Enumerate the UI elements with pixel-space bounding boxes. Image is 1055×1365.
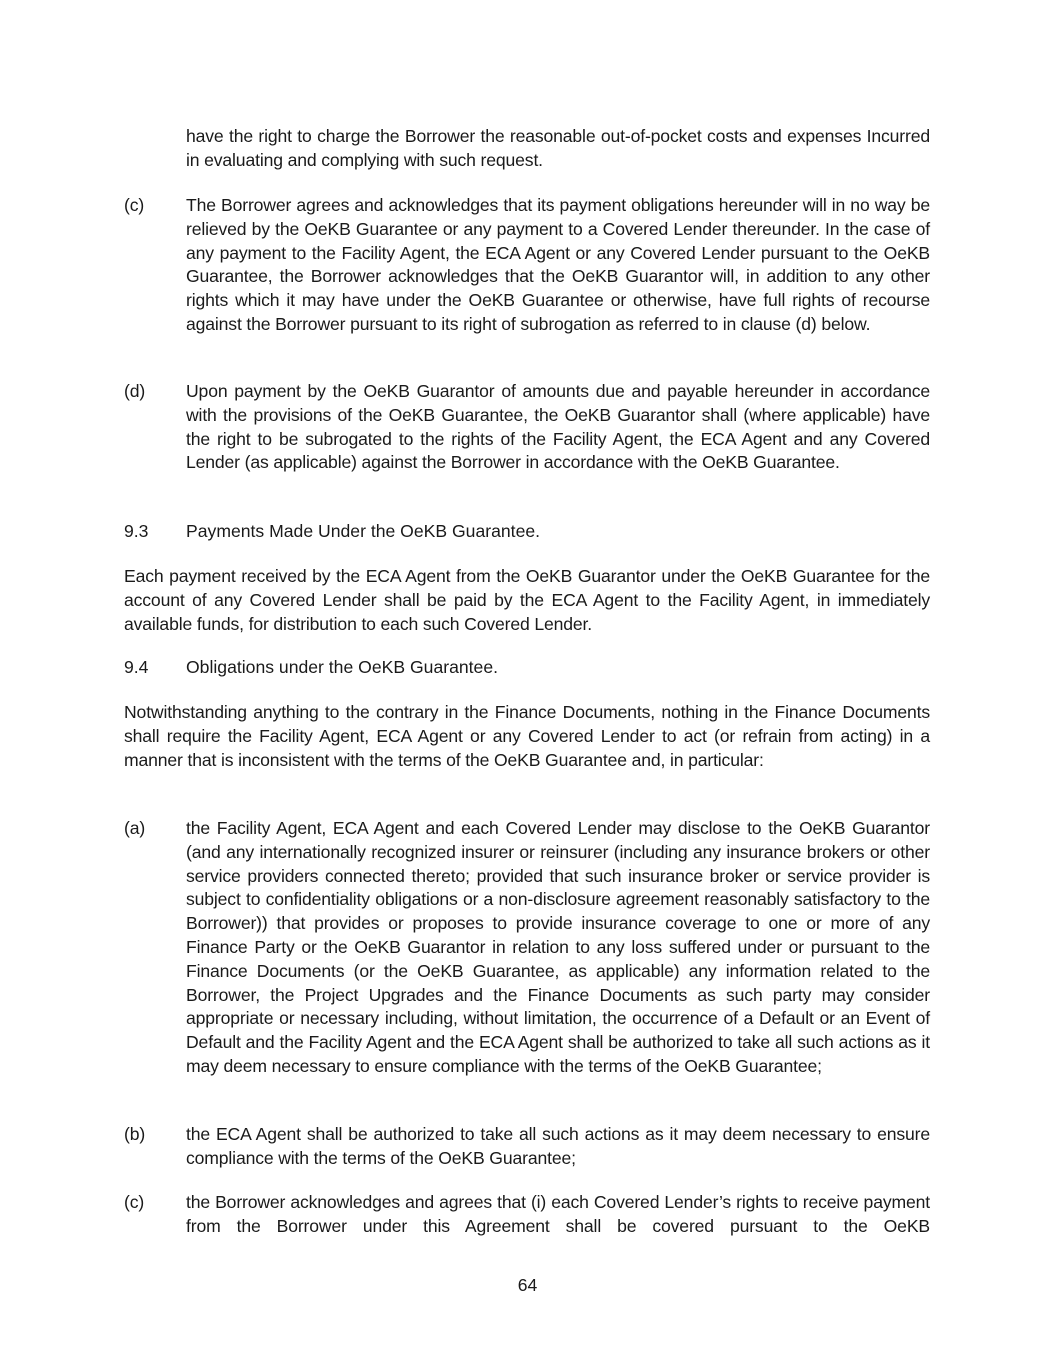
item-a — [124, 817, 930, 1102]
continuation-text: have the right to charge the Borrower the reasonable out-of-pocket costs and expenses Incurred in evaluating and complying with such request. — [186, 126, 930, 170]
item-b-label: (b) — [124, 1124, 146, 1144]
section-9-4-text: Notwithstanding anything to the contrary in the Finance Documents, nothing in the Finance Documents shall require the Facility Agent, ECA Agent or any Covered Lender to act (or refrain from acting) in a manner that is inconsistent with the terms of the OeKB Guarantee and, in particular: — [124, 702, 930, 770]
clause-d-label: (d) — [124, 381, 146, 401]
section-9-4-number: 9.4 — [124, 657, 149, 677]
continuation-paragraph — [124, 125, 930, 173]
section-9-3-title: Payments Made Under the OeKB Guarantee. — [186, 521, 541, 541]
section-9-3-heading — [124, 520, 930, 544]
page-number: 64 — [517, 1275, 538, 1295]
item-c-label: (c) — [124, 1192, 145, 1212]
clause-c-label: (c) — [124, 195, 145, 215]
item-a-text: the Facility Agent, ECA Agent and each Covered Lender may disclose to the OeKB Guarantor (and any internationally recognized insurer or reinsurer (including any insurance brokers or other service providers connected thereto; provided that such insurance broker or service provider is subject to confidentiality obligations or a non-disclosure agreement reasonably satisfactory to the Borrower)) that provides or proposes to provide insurance coverage to one or more of any Finance Party or the OeKB Guarantor in relation to any loss suffered under or pursuant to the Finance Documents (or the OeKB Guarantee, as applicable) any information related to the Borrower, the Project Upgrades and the Finance Documents as such party may consider appropriate or necessary including, without limitation, the occurrence of a Default or an Event of Default and the Facility Agent and the ECA Agent shall be authorized to take all such actions as it may deem necessary to ensure compliance with the terms of the OeKB Guarantee; — [186, 818, 930, 1076]
clause-c — [124, 194, 930, 360]
item-b — [124, 1123, 930, 1171]
section-9-4-title: Obligations under the OeKB Guarantee. — [186, 657, 498, 677]
section-9-3-text: Each payment received by the ECA Agent from the OeKB Guarantor under the OeKB Guarantee for the account of any Covered Lender shall be paid by the ECA Agent to the Facility Agent, in immediately available funds, for distribution to each such Covered Lender. — [124, 566, 930, 634]
section-9-4-heading — [124, 656, 930, 680]
clause-d — [124, 380, 930, 500]
item-c-text: the Borrower acknowledges and agrees that (i) each Covered Lender’s rights to receive payment from the Borrower under this Agreement shall be covered pursuant to the OeKB — [186, 1192, 930, 1236]
clause-c-text: The Borrower agrees and acknowledges that its payment obligations hereunder will in no way be relieved by the OeKB Guarantee or any payment to a Covered Lender thereunder. In the case of any payment to the Facility Agent, the ECA Agent or any Covered Lender pursuant to the OeKB Guarantee, the Borrower acknowledges that the OeKB Guarantor will, in addition to any other rights which it may have under the OeKB Guarantee or otherwise, have full rights of recourse against the Borrower pursuant to its right of subrogation as referred to in clause (d) below. — [186, 195, 930, 334]
item-c — [124, 1191, 930, 1239]
section-9-3-number: 9.3 — [124, 521, 149, 541]
item-b-text: the ECA Agent shall be authorized to take all such actions as it may deem necessary to ensure compliance with the terms of the OeKB Guarantee; — [186, 1124, 930, 1168]
clause-d-text: Upon payment by the OeKB Guarantor of amounts due and payable hereunder in accordance with the provisions of the OeKB Guarantee, the OeKB Guarantor shall (where applicable) have the right to be subrogated to the rights of the Facility Agent, the ECA Agent and any Covered Lender (as applicable) against the Borrower in accordance with the OeKB Guarantee. — [186, 381, 930, 473]
item-a-label: (a) — [124, 818, 146, 838]
